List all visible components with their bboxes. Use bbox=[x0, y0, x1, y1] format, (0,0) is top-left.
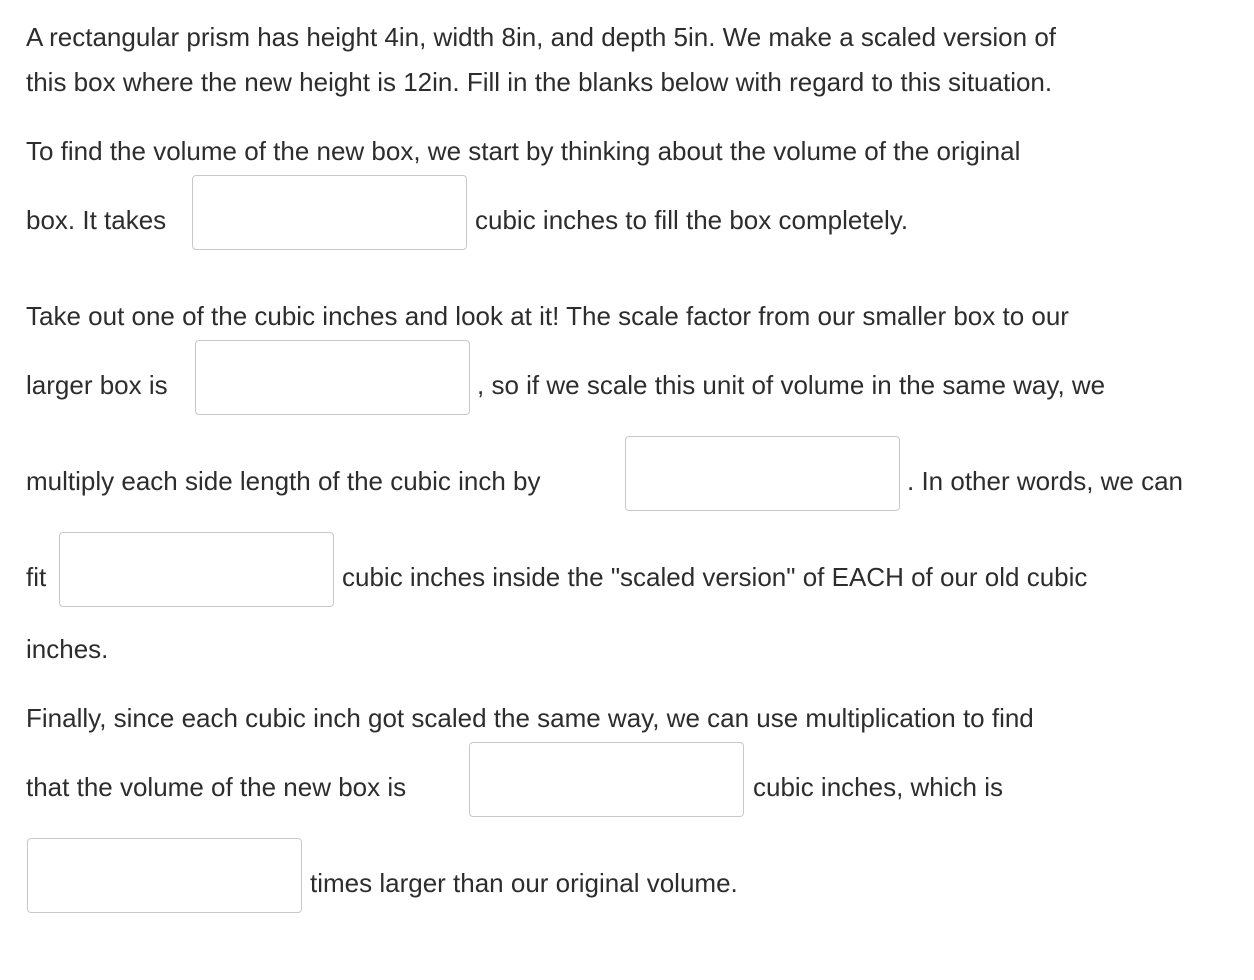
cubes-fit-input[interactable] bbox=[59, 532, 334, 607]
p2-before-blank: larger box is bbox=[26, 370, 168, 400]
intro-line-2: this box where the new height is 12in. Fill in the blanks below with regard to this situation. bbox=[26, 67, 1053, 97]
p2-line-4-after: cubic inches inside the "scaled version" of EACH of our old cubic bbox=[342, 562, 1088, 592]
p3-last-after: times larger than our original volume. bbox=[310, 868, 738, 898]
new-volume-input[interactable] bbox=[469, 742, 744, 817]
p2-line-3-after: . In other words, we can bbox=[907, 466, 1184, 496]
p1-after-blank: cubic inches to fill the box completely. bbox=[475, 205, 909, 235]
p2-line-4-before: fit bbox=[26, 562, 47, 592]
times-larger-input[interactable] bbox=[27, 838, 302, 913]
side-multiplier-input[interactable] bbox=[625, 436, 900, 511]
p3-line-1: Finally, since each cubic inch got scaled the same way, we can use multiplication to find bbox=[26, 703, 1034, 733]
p3-before-blank: that the volume of the new box is bbox=[26, 772, 407, 802]
p1-line-1: To find the volume of the new box, we start by thinking about the volume of the original bbox=[26, 136, 1021, 166]
p1-before-blank: box. It takes bbox=[26, 205, 167, 235]
intro-line-1: A rectangular prism has height 4in, width 8in, and depth 5in. We make a scaled version of bbox=[26, 22, 1056, 52]
p2-after-blank: , so if we scale this unit of volume in the same way, we bbox=[477, 370, 1106, 400]
p2-line-1: Take out one of the cubic inches and look at it! The scale factor from our smaller box to our bbox=[26, 301, 1069, 331]
p2-line-3-before: multiply each side length of the cubic inch by bbox=[26, 466, 541, 496]
p3-after-blank: cubic inches, which is bbox=[753, 772, 1003, 802]
scale-factor-input[interactable] bbox=[195, 340, 470, 415]
p2-line-5: inches. bbox=[26, 634, 109, 664]
original-volume-input[interactable] bbox=[192, 175, 467, 250]
